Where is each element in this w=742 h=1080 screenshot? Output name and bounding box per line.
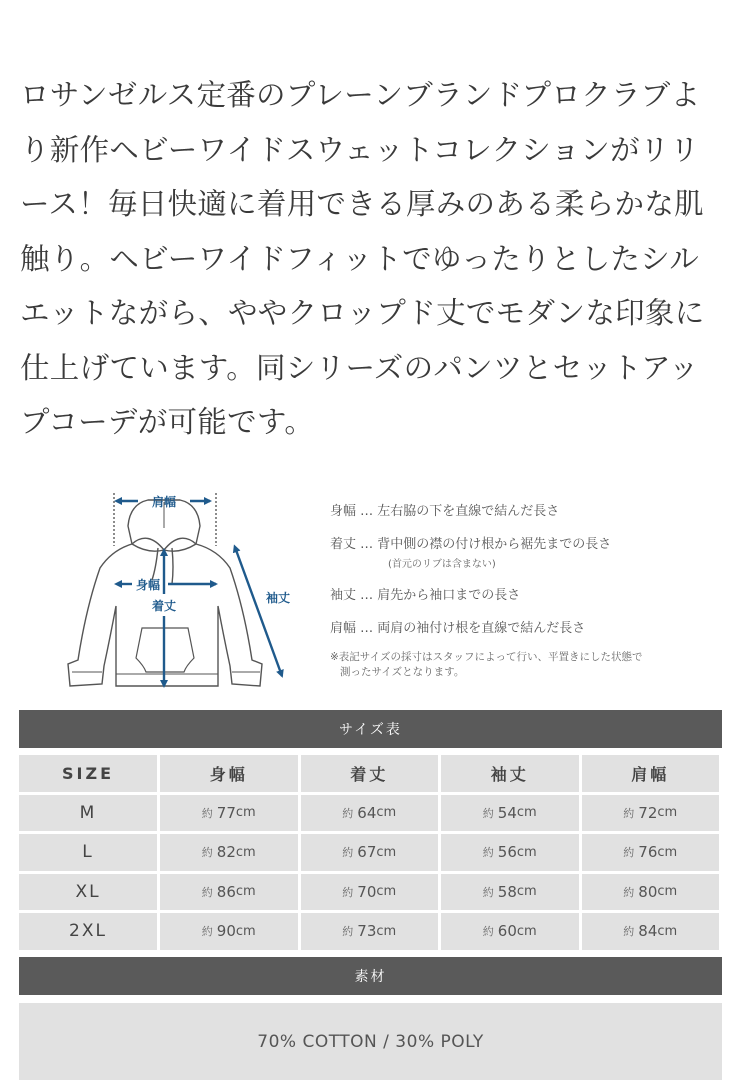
length-label: 着丈 [151, 599, 177, 613]
description-line: エットながら、ややクロップド丈でモダンな印象に [20, 296, 705, 330]
unit: cm [376, 923, 397, 939]
chest-label: 身幅 [135, 578, 161, 592]
table-cell [301, 913, 439, 950]
table-cell [160, 913, 298, 950]
description-line: プコーデが可能です。 [20, 405, 315, 439]
table-cell [160, 834, 298, 871]
hoodie-measurement-diagram [60, 488, 310, 698]
value: 67 [357, 843, 377, 862]
description-line: 触り。ヘビーワイドフィットでゆったりとしたシル [20, 241, 700, 276]
description-line: ース！毎日快適に着用できる厚みのある柔らかな肌 [20, 187, 704, 221]
value: 86 [216, 882, 236, 901]
table-cell [582, 874, 720, 911]
column-header: 身幅 [160, 755, 298, 792]
description-line: り新作ヘビーワイドスウェットコレクションがリリ [20, 132, 700, 167]
value: 80 [638, 882, 658, 901]
unit: cm [657, 884, 678, 900]
approx-prefix: 約 [342, 925, 354, 939]
approx-prefix: 約 [342, 846, 354, 860]
value: 64 [357, 803, 377, 822]
unit: cm [235, 844, 256, 860]
table-cell [301, 834, 439, 871]
size-chart-title-bar [19, 710, 722, 748]
shoulder-label: 肩幅 [151, 495, 177, 509]
legend-term: 着丈 [330, 537, 357, 552]
unit: cm [657, 805, 678, 821]
legend-separator: … [356, 588, 378, 603]
legend-separator: … [356, 537, 378, 552]
size-chart-title: サイズ表 [339, 722, 402, 738]
legend-subnote: (首元のリブは含まない) [388, 559, 496, 570]
unit: cm [235, 884, 256, 900]
value: 76 [638, 843, 658, 862]
value: 77 [216, 803, 236, 822]
legend-definition: 左右脇の下を直線で結んだ長さ [377, 504, 560, 519]
value: 90 [216, 922, 236, 941]
unit: cm [516, 884, 537, 900]
legend-separator: … [356, 621, 378, 636]
value: 72 [638, 803, 658, 822]
approx-prefix: 約 [342, 806, 354, 820]
table-cell [441, 913, 579, 950]
table-cell [441, 834, 579, 871]
approx-prefix: 約 [623, 925, 635, 939]
description-line: 仕上げています。同シリーズのパンツとセットアッ [20, 350, 699, 385]
value: 82 [216, 843, 236, 862]
legend-term: 袖丈 [330, 588, 357, 603]
size-chart-table [19, 755, 722, 950]
legend-definition: 両肩の袖付け根を直線で結んだ長さ [377, 621, 586, 636]
table-cell [582, 913, 720, 950]
unit: cm [516, 844, 537, 860]
approx-prefix: 約 [342, 885, 354, 899]
note-line: ※表記サイズの採寸はスタッフによって行い、平置きにした状態で [330, 651, 643, 663]
legend-item-length [330, 533, 725, 570]
unit: cm [657, 923, 678, 939]
column-header: 着丈 [301, 755, 439, 792]
approx-prefix: 約 [201, 806, 213, 820]
value: 56 [497, 843, 517, 862]
value: 73 [357, 922, 377, 941]
sleeve-label: 袖丈 [265, 591, 291, 605]
table-cell [441, 874, 579, 911]
approx-prefix: 約 [482, 846, 494, 860]
measurement-legend [330, 500, 725, 680]
table-cell [582, 834, 720, 871]
unit: cm [657, 844, 678, 860]
measurement-note [330, 650, 725, 680]
value: 60 [497, 922, 517, 941]
legend-term: 肩幅 [330, 621, 357, 636]
approx-prefix: 約 [201, 885, 213, 899]
unit: cm [235, 805, 256, 821]
size-label: XL [19, 874, 157, 911]
unit: cm [235, 923, 256, 939]
approx-prefix: 約 [482, 925, 494, 939]
description-line: ロサンゼルス定番のプレーンブランドプロクラブよ [20, 78, 701, 112]
column-header: 肩幅 [582, 755, 720, 792]
approx-prefix: 約 [623, 885, 635, 899]
legend-definition: 背中側の襟の付け根から裾先までの長さ [377, 537, 612, 552]
legend-term: 身幅 [330, 504, 357, 519]
unit: cm [516, 923, 537, 939]
column-header: SIZE [19, 755, 157, 792]
value: 84 [638, 922, 658, 941]
table-cell [160, 874, 298, 911]
table-cell [301, 795, 439, 832]
value: 58 [497, 882, 517, 901]
material-title-bar [19, 957, 722, 995]
legend-separator: … [356, 504, 378, 519]
size-label: L [19, 834, 157, 871]
column-header: 袖丈 [441, 755, 579, 792]
approx-prefix: 約 [623, 806, 635, 820]
value: 54 [497, 803, 517, 822]
material-value: 70% COTTON / 30% POLY [257, 1031, 484, 1052]
note-line: 測ったサイズとなります。 [340, 666, 465, 678]
table-cell [582, 795, 720, 832]
unit: cm [376, 884, 397, 900]
approx-prefix: 約 [623, 846, 635, 860]
legend-definition: 肩先から袖口までの長さ [377, 588, 521, 603]
approx-prefix: 約 [482, 806, 494, 820]
unit: cm [376, 805, 397, 821]
table-cell [301, 874, 439, 911]
approx-prefix: 約 [482, 885, 494, 899]
product-description [20, 68, 725, 450]
value: 70 [357, 882, 377, 901]
material-value-box [19, 1003, 722, 1080]
approx-prefix: 約 [201, 925, 213, 939]
size-label: M [19, 795, 157, 832]
table-cell [160, 795, 298, 832]
legend-item-shoulder [330, 617, 725, 636]
material-title: 素材 [354, 969, 387, 985]
unit: cm [376, 844, 397, 860]
legend-item-chest [330, 500, 725, 519]
legend-item-sleeve [330, 584, 725, 603]
table-cell [441, 795, 579, 832]
approx-prefix: 約 [201, 846, 213, 860]
unit: cm [516, 805, 537, 821]
size-label: 2XL [19, 913, 157, 950]
hoodie-illustration-icon [60, 488, 310, 698]
